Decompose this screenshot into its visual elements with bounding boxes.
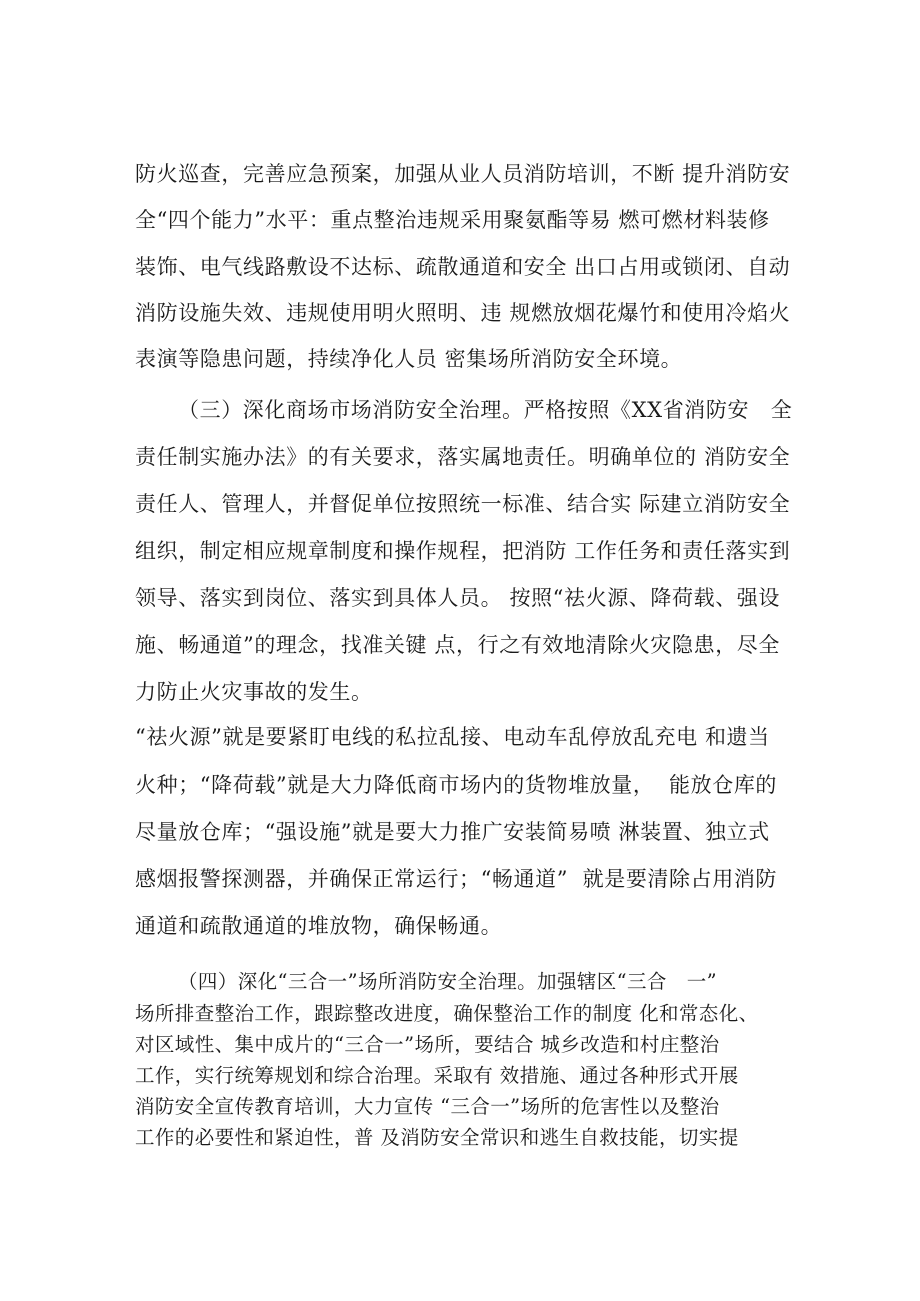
text-line: “祛火源”就是要紧盯电线的私拉乱接、电动车乱停放乱充电 和遗当 <box>135 725 770 749</box>
text-line: 消防安全宣传教育培训，大力宣传 “三合一”场所的危害性以及整治 <box>135 1095 720 1118</box>
text-line: 对区域性、集中成片的“三合一”场所，要结合 城乡改造和村庄整治 <box>135 1033 720 1056</box>
section-three-heading-line: （三）深化商场市场消防安全治理。严格按照《XX省消防安 全 <box>178 398 793 422</box>
text-line: 装饰、电气线路敷设不达标、疏散通道和安全 出口占用或锁闭、自动 <box>135 255 791 279</box>
text-line: 感烟报警探测器，并确保正常运行；“畅通道” 就是要清除占用消防 <box>135 867 778 891</box>
text-line: 全“四个能力”水平：重点整治违规采用聚氨酯等易 燃可燃材料装修 <box>135 208 770 232</box>
text-line: 场所排查整治工作，跟踪整改进度，确保整治工作的制度 化和常态化、 <box>135 1002 759 1025</box>
text-line: 领导、落实到岗位、落实到具体人员。 按照“祛火源、降荷载、强设 <box>135 586 781 610</box>
text-line: 尽量放仓库；“强设施”就是要大力推广安装简易喷 淋装置、独立式 <box>135 820 770 844</box>
text-line: 消防设施失效、违规使用明火照明、违 规燃放烟花爆竹和使用冷焰火 <box>135 301 791 325</box>
text-line: 表演等隐患问题，持续净化人员 密集场所消防安全环境。 <box>135 347 683 371</box>
section-four-heading-line: （四）深化“三合一”场所消防安全治理。加强辖区“三合 一” <box>178 970 717 993</box>
text-line: 工作的必要性和紧迫性，普 及消防安全常识和逃生自救技能，切实提 <box>135 1126 739 1149</box>
text-line: 责任人、管理人，并督促单位按照统一标准、结合实 际建立消防安全 <box>135 492 791 516</box>
text-line: 工作，实行统筹规划和综合治理。采取有 效措施、通过各种形式开展 <box>135 1064 739 1087</box>
text-line: 通道和疏散通道的堆放物，确保畅通。 <box>135 914 503 938</box>
text-line: 责任制实施办法》的有关要求，落实属地责任。明确单位的 消防安全 <box>135 445 791 469</box>
text-line: 火种；“降荷载”就是大力降低商市场内的货物堆放量， 能放仓库的 <box>135 773 778 797</box>
text-line: 组织，制定相应规章制度和操作规程，把消防 工作任务和责任落实到 <box>135 539 791 563</box>
text-line: 防火巡查，完善应急预案，加强从业人员消防培训，不断 提升消防安 <box>135 162 791 186</box>
text-line: 力防止火灾事故的发生。 <box>135 680 373 704</box>
text-line: 施、畅通道”的理念，找准关键 点，行之有效地清除火灾隐患，尽全 <box>135 633 781 657</box>
